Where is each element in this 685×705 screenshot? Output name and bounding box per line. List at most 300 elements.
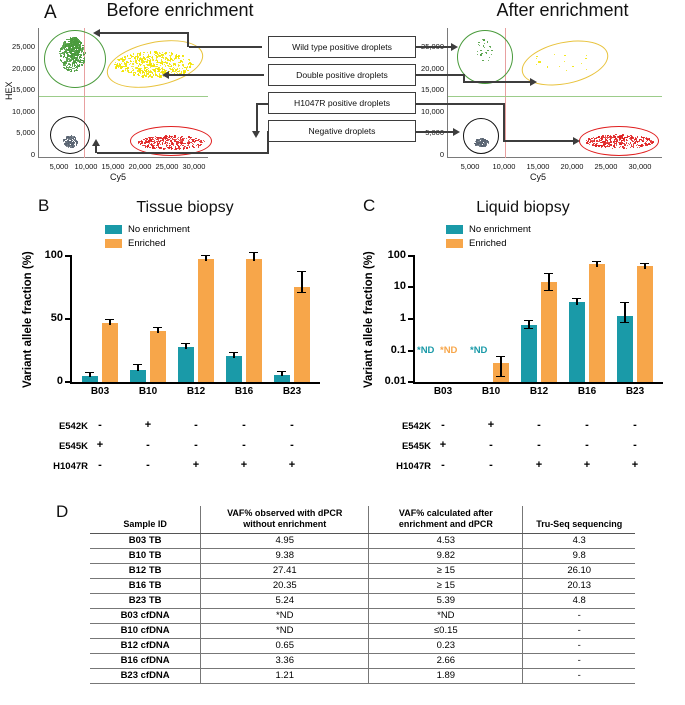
cell-without-5: *ND	[201, 608, 369, 623]
droplet-point	[149, 64, 150, 65]
nd-label-b03-enriched: *ND	[440, 345, 458, 356]
droplet-point	[127, 62, 128, 63]
mut-b-r0-c2: -	[194, 419, 198, 431]
droplet-point	[154, 141, 155, 142]
droplet-point	[609, 139, 610, 140]
droplet-point	[136, 63, 137, 64]
droplet-point	[135, 72, 136, 73]
mut-c-r2-c2: +	[535, 459, 543, 471]
droplet-point	[193, 141, 194, 142]
droplet-point	[182, 138, 183, 139]
panel-b-title: Tissue biopsy	[136, 199, 234, 216]
arrow-double-left	[162, 71, 169, 79]
droplet-point	[151, 140, 152, 141]
droplet-point	[152, 146, 153, 147]
cell-after-5: *ND	[369, 608, 523, 623]
bar-b16-no-enrichment	[226, 356, 242, 382]
th-sample-id: Sample ID	[90, 506, 201, 533]
panel-b-y-axis	[70, 255, 72, 384]
panel-b-ytick-0	[65, 381, 70, 383]
droplet-point	[75, 41, 76, 42]
droplet-point	[117, 63, 118, 64]
droplet-point	[480, 142, 481, 143]
panel-a-x-axis-label-right: Cy5	[530, 172, 547, 182]
table-row	[90, 638, 635, 653]
bar-c-b12-no-enrichment	[521, 325, 537, 382]
droplet-point	[144, 142, 145, 143]
y-tick-left-5: 25,000	[12, 42, 35, 51]
panel-c-ylabel-100: 100	[387, 249, 406, 261]
droplet-point	[618, 142, 619, 143]
scatter-before-enrichment	[38, 28, 208, 158]
errcap-b12-enriched	[201, 255, 210, 256]
droplet-point	[613, 145, 614, 146]
x-tick-left-5: 30,000	[182, 162, 206, 171]
droplet-point	[595, 145, 596, 146]
cell-sample-1: B10 TB	[90, 548, 201, 563]
panel-a-title-after: After enrichment	[496, 0, 629, 20]
hex-threshold-line-left	[39, 96, 208, 97]
droplet-point	[638, 145, 639, 146]
droplet-point	[136, 67, 137, 68]
mut-b-r1-c3: -	[242, 439, 246, 451]
panel-c-letter: C	[363, 196, 376, 215]
droplet-point	[173, 145, 174, 146]
droplet-point	[547, 66, 548, 67]
droplet-point	[81, 55, 82, 56]
cell-without-4: 5.24	[201, 593, 369, 608]
x-axis-left	[38, 157, 208, 158]
panel-c-xlabel-b23: B23	[625, 386, 645, 397]
droplet-point	[195, 140, 196, 141]
arrow-wildtype-left	[93, 29, 100, 37]
droplet-point	[612, 137, 613, 138]
mut-b-r2-c3: +	[240, 459, 248, 471]
mut-row-label-e542k-c: E542K	[401, 421, 431, 432]
cell-after-1: 9.82	[369, 548, 523, 563]
cell-sample-2: B12 TB	[90, 563, 201, 578]
droplet-point	[613, 141, 614, 142]
droplet-point	[181, 71, 182, 72]
cell-without-8: 3.36	[201, 653, 369, 668]
connector-double-right-h	[416, 74, 464, 76]
panel-c-xlabel-b03: B03	[433, 386, 453, 397]
cell-truseq-2: 26.10	[523, 563, 635, 578]
droplet-point	[160, 137, 161, 138]
mut-b-r0-c1: +	[144, 419, 152, 431]
cell-without-0: 4.95	[201, 533, 369, 548]
droplet-point	[572, 66, 573, 67]
th-truseq: Tru-Seq sequencing	[523, 506, 635, 533]
cell-sample-3: B16 TB	[90, 578, 201, 593]
connector-h1047r-right-v	[503, 103, 505, 141]
panel-a-title-before: Before enrichment	[106, 0, 254, 20]
droplet-point	[148, 73, 149, 74]
droplet-point	[591, 138, 592, 139]
panel-c-xlabel-b10: B10	[481, 386, 501, 397]
panel-c-ylabel-10: 10	[393, 280, 406, 292]
droplet-point	[157, 141, 158, 142]
panel-b-x-axis	[70, 382, 320, 384]
th-after-enrichment-l2: enrichment and dPCR	[398, 519, 493, 530]
connector-h1047r-left-v	[256, 103, 258, 133]
droplet-point	[165, 141, 166, 142]
droplet-point	[145, 75, 146, 76]
panel-d-letter: D	[56, 502, 69, 521]
cell-sample-9: B23 cfDNA	[90, 668, 201, 683]
droplet-point	[144, 70, 145, 71]
panel-b-ytick-100	[65, 255, 70, 257]
bar-b16-enriched	[246, 259, 262, 382]
droplet-point	[603, 135, 604, 136]
arrow-negative-right	[453, 128, 460, 136]
connector-wildtype-left-h	[189, 46, 262, 48]
bar-b23-enriched	[294, 287, 310, 382]
table-row	[90, 608, 635, 623]
panel-b-letter: B	[38, 196, 50, 215]
x-tick-right-3: 20,000	[560, 162, 584, 171]
droplet-point	[73, 37, 74, 38]
droplet-point	[67, 58, 68, 59]
mut-row-label-h1047r-b: H1047R	[53, 461, 88, 472]
panel-b-ylabel-50: 50	[50, 312, 63, 324]
droplet-point	[77, 57, 78, 58]
connector-negative-left-v	[267, 131, 269, 153]
droplet-point	[178, 56, 179, 57]
panel-b-ylabel-100: 100	[44, 249, 63, 261]
droplet-point	[153, 74, 154, 75]
err-c-b12-enriched	[548, 273, 549, 291]
droplet-point	[178, 139, 179, 140]
x-tick-right-0: 5,000	[460, 162, 480, 171]
errcap-b16-enriched	[249, 252, 258, 253]
cell-without-2: 27.41	[201, 563, 369, 578]
droplet-point	[483, 39, 484, 40]
cell-after-7: 0.23	[369, 638, 523, 653]
errcap-b03-no-enrichment	[85, 372, 94, 373]
droplet-point	[148, 56, 149, 57]
droplet-point	[619, 140, 620, 141]
mut-c-r0-c4: -	[633, 419, 637, 431]
droplet-point	[75, 59, 76, 60]
mut-c-r2-c1: -	[489, 459, 493, 471]
table-row	[90, 548, 635, 563]
mut-b-r1-c0: +	[96, 439, 104, 451]
droplet-point	[127, 67, 128, 68]
droplet-point	[615, 136, 616, 137]
droplet-point	[589, 139, 590, 140]
droplet-point	[199, 145, 200, 146]
th-after-enrichment	[369, 506, 523, 533]
droplet-point	[74, 145, 75, 146]
droplet-point	[201, 141, 202, 142]
panel-c-xlabel-b12: B12	[529, 386, 549, 397]
cell-truseq-7: -	[523, 638, 635, 653]
y-tick-right-0: 0	[439, 150, 444, 159]
panel-b-y-axis-title: Variant allele fraction (%)	[22, 251, 34, 388]
errcap-c-b10-enriched-top	[496, 356, 505, 357]
droplet-point	[652, 141, 653, 142]
droplet-point	[180, 148, 181, 149]
droplet-point	[188, 136, 189, 137]
panel-b-tissue-biopsy	[0, 196, 342, 411]
droplet-point	[616, 142, 617, 143]
droplet-point	[163, 137, 164, 138]
droplet-point	[80, 47, 81, 48]
table-row	[90, 668, 635, 683]
legend-label-enriched-b: Enriched	[128, 238, 166, 249]
errcap-c-b10-enriched-bot	[496, 376, 505, 377]
th-after-enrichment-l1: VAF% calculated after	[398, 508, 493, 518]
droplet-point	[154, 71, 155, 72]
droplet-point	[69, 64, 70, 65]
droplet-point	[59, 51, 60, 52]
droplet-point	[165, 148, 166, 149]
droplet-point	[73, 63, 74, 64]
droplet-point	[139, 63, 140, 64]
table-row	[90, 623, 635, 638]
errcap-b10-enriched	[153, 327, 162, 328]
droplet-point	[173, 65, 174, 66]
droplet-point	[166, 145, 167, 146]
droplet-point	[488, 143, 489, 144]
droplet-point	[75, 67, 76, 68]
cell-truseq-4: 4.8	[523, 593, 635, 608]
droplet-point	[478, 140, 479, 141]
bar-b12-no-enrichment	[178, 347, 194, 382]
droplet-point	[64, 61, 65, 62]
table-row	[90, 593, 635, 608]
cell-sample-0: B03 TB	[90, 533, 201, 548]
cell-truseq-1: 9.8	[523, 548, 635, 563]
droplet-point	[146, 74, 147, 75]
droplet-point	[178, 137, 179, 138]
droplet-point	[177, 68, 178, 69]
droplet-point	[619, 142, 620, 143]
droplet-point	[133, 72, 134, 73]
panel-c-ytick-0.01	[408, 381, 413, 383]
mut-row-label-h1047r-c: H1047R	[396, 461, 431, 472]
errcap-b23-enriched-top	[297, 271, 306, 272]
cell-truseq-9: -	[523, 668, 635, 683]
droplet-point	[143, 60, 144, 61]
panel-c-x-axis	[413, 382, 663, 384]
droplet-point	[125, 63, 126, 64]
droplet-point	[187, 70, 188, 71]
droplet-point	[150, 71, 151, 72]
droplet-point	[185, 70, 186, 71]
droplet-point	[77, 47, 78, 48]
droplet-point	[71, 143, 72, 144]
cell-after-0: 4.53	[369, 533, 523, 548]
droplet-point	[74, 57, 75, 58]
err-c-b10-enriched	[500, 356, 501, 377]
y-tick-right-2: 10,000	[421, 107, 444, 116]
droplet-point	[139, 141, 140, 142]
mut-b-r2-c0: -	[98, 459, 102, 471]
connector-h1047r-right-h	[416, 103, 505, 105]
droplet-point	[79, 48, 80, 49]
droplet-point	[195, 138, 196, 139]
droplet-point	[605, 138, 606, 139]
bar-b10-no-enrichment	[130, 370, 146, 382]
droplet-point	[636, 140, 637, 141]
x-tick-left-0: 5,000	[49, 162, 69, 171]
droplet-point	[158, 62, 159, 63]
y-tick-left-4: 20,000	[12, 64, 35, 73]
droplet-point	[135, 67, 136, 68]
nd-label-b10-no-enrichment: *ND	[470, 345, 488, 356]
th-without-enrichment-l2: without enrichment	[243, 519, 327, 530]
droplet-point	[154, 64, 155, 65]
cluster-ellipse-negative-left	[50, 116, 90, 154]
errcap-c-b12-e-bot	[544, 290, 553, 291]
droplet-point	[159, 55, 160, 56]
droplet-point	[642, 140, 643, 141]
droplet-point	[151, 76, 152, 77]
droplet-point	[597, 145, 598, 146]
cell-after-4: 5.39	[369, 593, 523, 608]
droplet-point	[69, 60, 70, 61]
arrow-negative-left	[92, 139, 100, 146]
droplet-point	[67, 57, 68, 58]
droplet-point	[487, 50, 488, 51]
y-tick-right-3: 15,000	[421, 85, 444, 94]
th-without-enrichment	[201, 506, 369, 533]
err-c-b23-no-enrichment	[624, 302, 625, 323]
cell-truseq-0: 4.3	[523, 533, 635, 548]
cell-without-7: 0.65	[201, 638, 369, 653]
droplet-point	[487, 41, 488, 42]
droplet-point	[142, 75, 143, 76]
bar-b23-no-enrichment	[274, 375, 290, 382]
droplet-point	[189, 66, 190, 67]
mut-row-label-e545k-b: E545K	[58, 441, 88, 452]
droplet-point	[589, 144, 590, 145]
droplet-point	[76, 62, 77, 63]
droplet-point	[183, 66, 184, 67]
errcap-b23-enriched-bot	[297, 292, 306, 293]
mut-b-r0-c3: -	[242, 419, 246, 431]
panel-a-y-axis-label-left: HEX	[4, 81, 14, 100]
droplet-point	[603, 144, 604, 145]
panel-c-ylabel-0.01: 0.01	[384, 375, 406, 387]
droplet-point	[639, 147, 640, 148]
droplet-point	[149, 139, 150, 140]
errcap-c-b12-ne-top	[524, 320, 533, 321]
droplet-point	[156, 66, 157, 67]
cell-after-8: 2.66	[369, 653, 523, 668]
connector-negative-right-h	[416, 131, 454, 133]
connector-h1047r-left-h	[257, 103, 269, 105]
droplet-point	[485, 145, 486, 146]
droplet-point	[166, 62, 167, 63]
connector-h1047r-right-h2	[503, 140, 574, 142]
panel-c-mutation-grid	[343, 411, 685, 473]
droplet-point	[171, 65, 172, 66]
panel-b-xlabel-b03: B03	[90, 386, 110, 397]
bar-c-b23-no-enrichment	[617, 316, 633, 382]
arrow-double-right	[530, 78, 537, 86]
mut-row-label-e545k-c: E545K	[401, 441, 431, 452]
bar-c-b16-no-enrichment	[569, 302, 585, 382]
panel-b-ytick-50	[65, 318, 70, 320]
bar-c-b16-enriched	[589, 264, 605, 382]
connector-negative-left-v2	[95, 145, 97, 153]
cell-without-9: 1.21	[201, 668, 369, 683]
droplet-point	[491, 50, 492, 51]
droplet-point	[141, 143, 142, 144]
droplet-point	[124, 59, 125, 60]
x-tick-left-3: 20,000	[128, 162, 152, 171]
droplet-point	[158, 70, 159, 71]
panel-b-plot-area	[0, 196, 342, 411]
th-without-enrichment-l1: VAF% observed with dPCR	[227, 508, 343, 518]
errcap-c-b23-e-top	[640, 263, 649, 264]
mut-b-r0-c4: -	[290, 419, 294, 431]
cluster-ellipse-wildtype-right	[457, 30, 513, 84]
panel-c-ylabel-1: 1	[399, 312, 406, 324]
droplet-point	[136, 68, 137, 69]
x-tick-left-2: 15,000	[101, 162, 125, 171]
bar-b03-enriched	[102, 323, 118, 382]
legend-label-no-enrichment-b: No enrichment	[128, 224, 190, 235]
droplet-point	[172, 53, 173, 54]
droplet-point	[66, 52, 67, 53]
errcap-c-b12-ne-bot	[524, 328, 533, 329]
droplet-point	[182, 55, 183, 56]
droplet-point	[539, 61, 540, 62]
nd-label-b03-no-enrichment: *ND	[417, 345, 435, 356]
table-row	[90, 563, 635, 578]
mut-c-r0-c3: -	[585, 419, 589, 431]
cell-sample-4: B23 TB	[90, 593, 201, 608]
bar-b10-enriched	[150, 331, 166, 382]
x-tick-right-1: 10,000	[492, 162, 516, 171]
droplet-point	[480, 54, 481, 55]
connector-negative-left-h	[97, 152, 269, 154]
droplet-point	[119, 64, 120, 65]
droplet-point	[198, 146, 199, 147]
droplet-point	[81, 52, 82, 53]
droplet-point	[634, 142, 635, 143]
droplet-point	[610, 144, 611, 145]
panel-b-xlabel-b10: B10	[138, 386, 158, 397]
mut-b-r0-c0: -	[98, 419, 102, 431]
droplet-point	[156, 53, 157, 54]
panel-c-ytick-1	[408, 318, 413, 320]
droplet-point	[144, 67, 145, 68]
droplet-point	[63, 65, 64, 66]
vaf-summary-table	[90, 506, 635, 684]
droplet-point	[62, 62, 63, 63]
cell-after-6: ≤0.15	[369, 623, 523, 638]
droplet-point	[610, 142, 611, 143]
legend-label-enriched-c: Enriched	[469, 238, 507, 249]
droplet-point	[167, 65, 168, 66]
droplet-point	[82, 45, 83, 46]
cell-after-3: ≥ 15	[369, 578, 523, 593]
droplet-point	[180, 145, 181, 146]
y-tick-left-2: 10,000	[12, 107, 35, 116]
connector-double-right-h2	[463, 81, 531, 83]
callout-h1047r-positive: H1047R positive droplets	[268, 92, 416, 114]
mut-c-r2-c0: -	[441, 459, 445, 471]
errcap-c-b23-ne-bot	[620, 322, 629, 323]
droplet-point	[164, 64, 165, 65]
mut-b-r2-c1: -	[146, 459, 150, 471]
droplet-point	[121, 58, 122, 59]
